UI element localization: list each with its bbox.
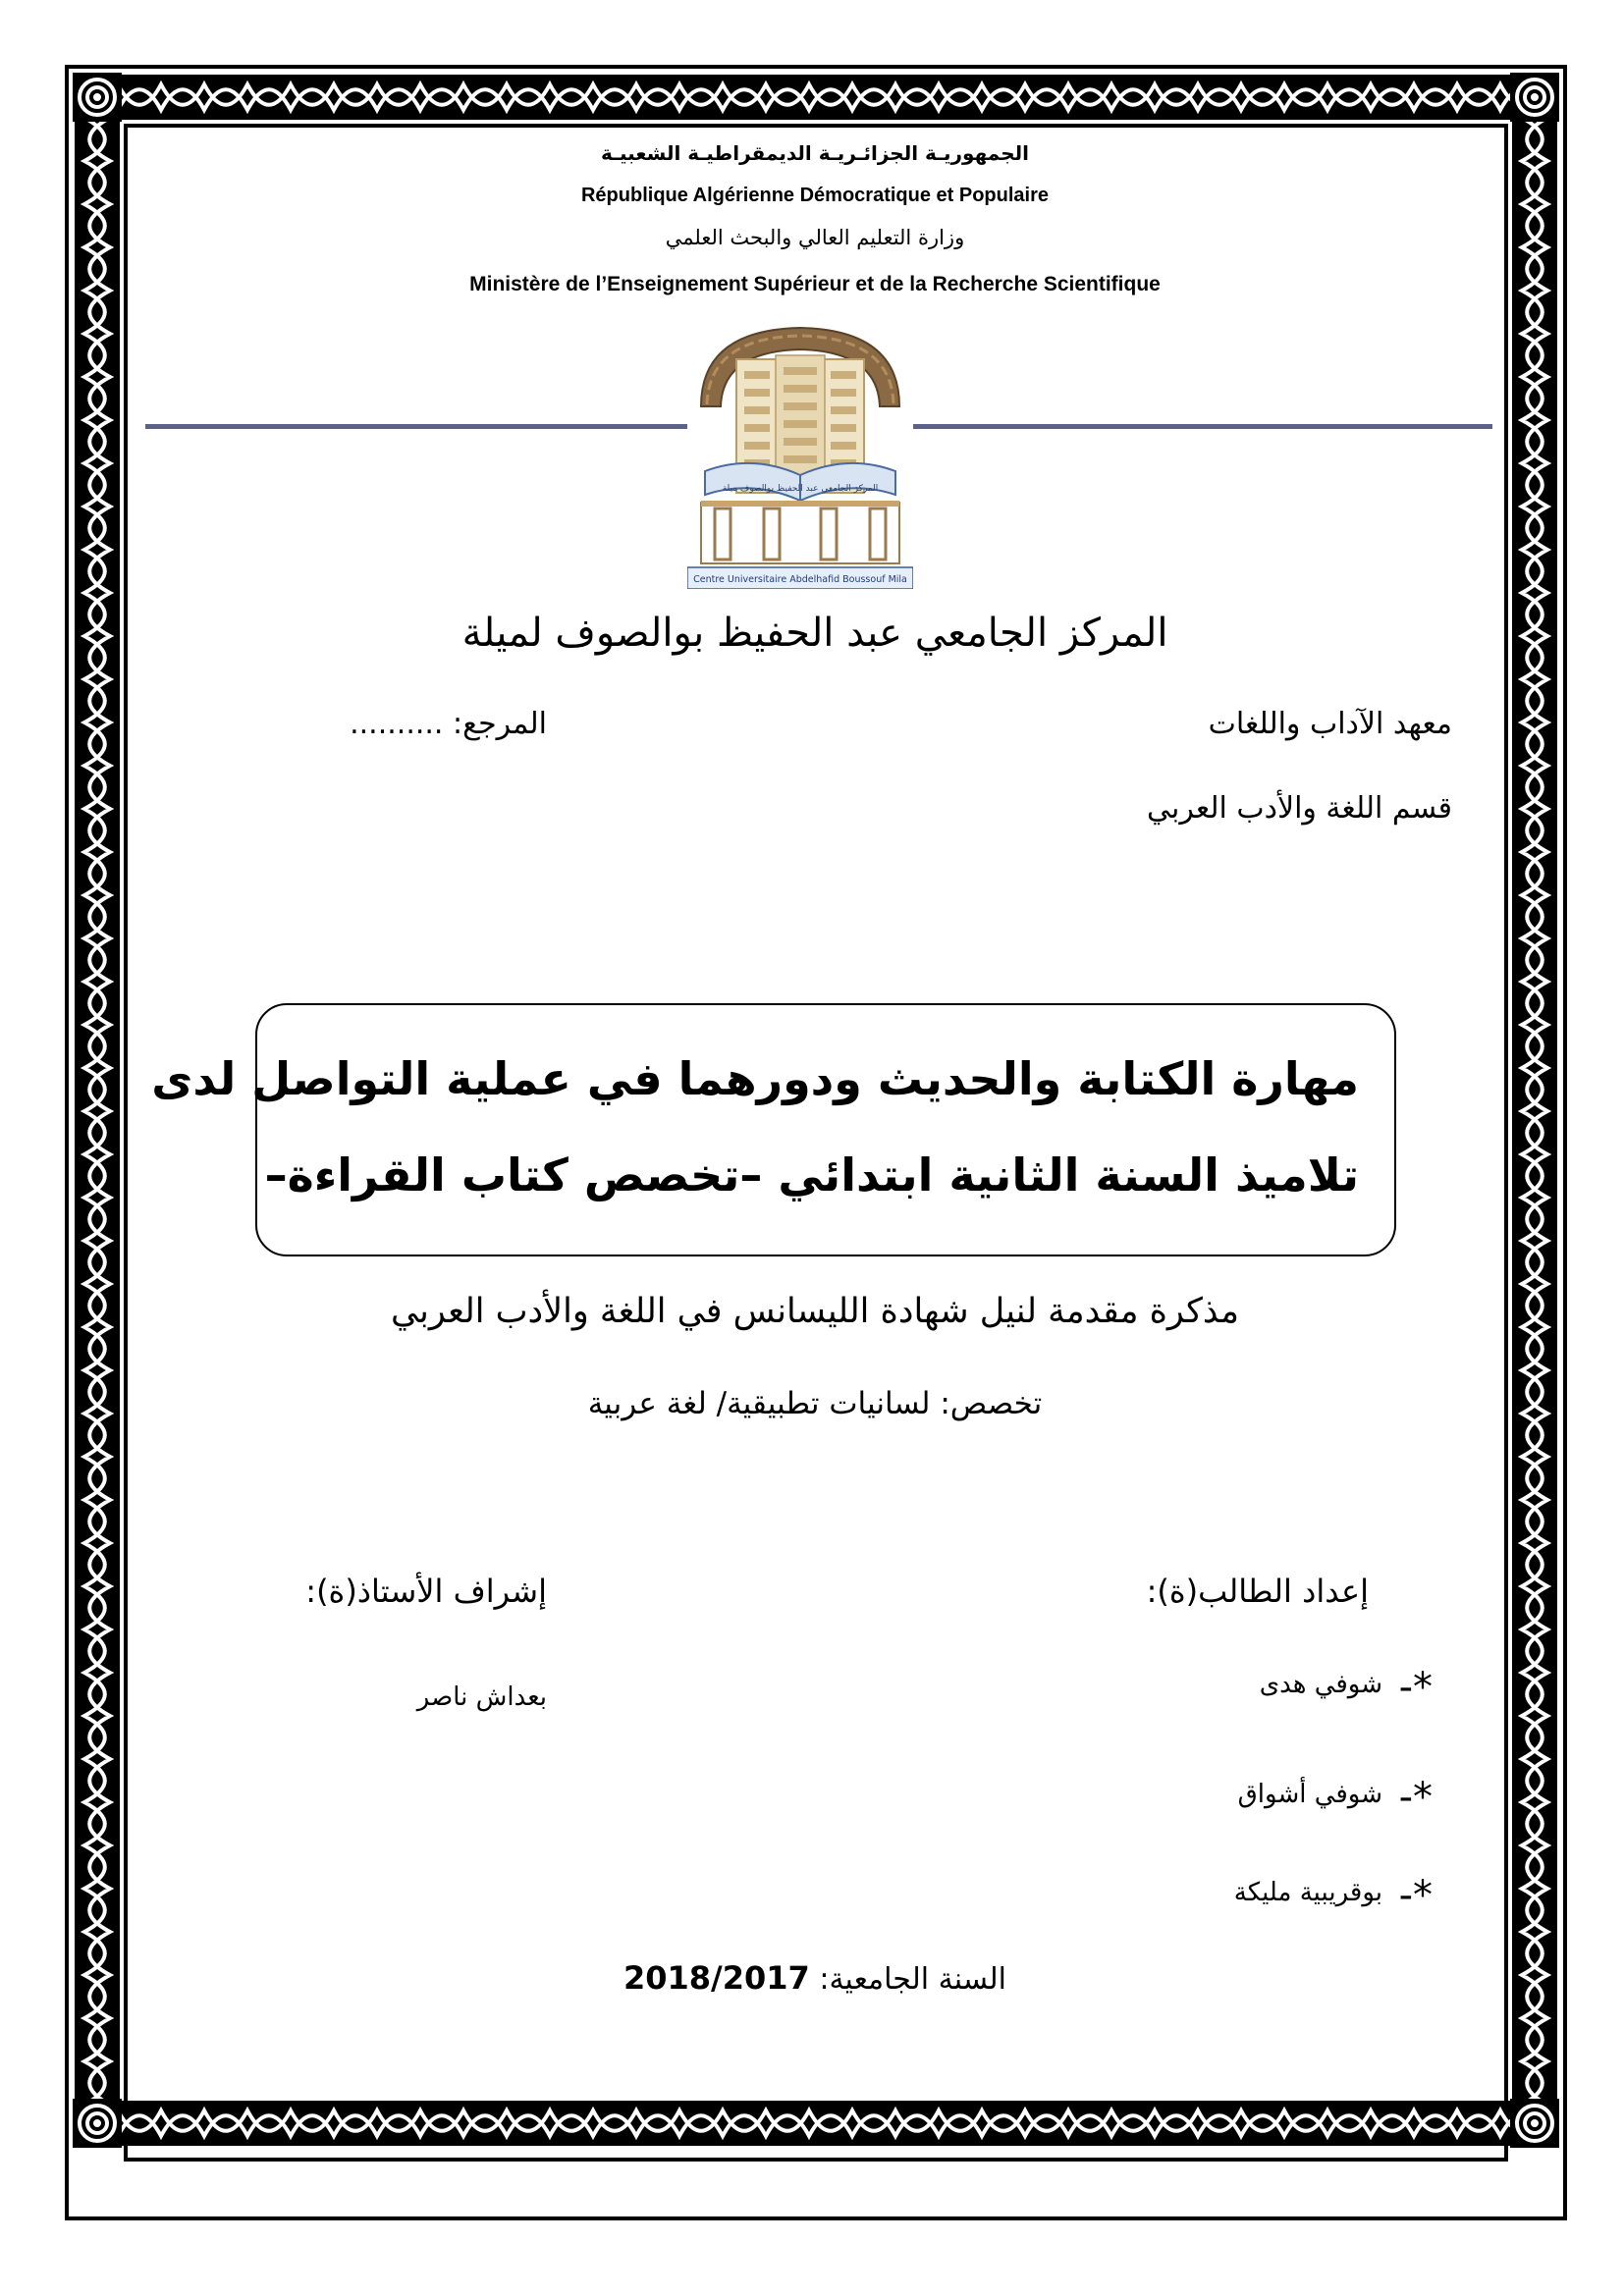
republic-name-french: République Algérienne Démocratique et Populaire	[580, 185, 1049, 206]
student-entry	[1260, 1665, 1433, 1710]
ministry-name-french: Ministère de l’Enseignement Supérieur et de la Recherche Scientifique	[469, 273, 1161, 295]
logo-caption: Centre Universitaire Abdelhafid Boussouf Mila	[693, 574, 907, 585]
supervisor-label: إشراف الأستاذ(ة):	[305, 1573, 547, 1610]
student-entry	[1238, 1775, 1433, 1820]
thesis-title-line-2: تلاميذ السنة الثانية ابتدائي –تخصص كتاب القراءة–	[264, 1148, 1359, 1201]
academic-year	[128, 1959, 1502, 1997]
student-name: بوقريبية مليكة	[1233, 1878, 1383, 1907]
border-corner-ornament	[1510, 73, 1559, 122]
bullet-marker: *-	[1398, 1665, 1433, 1710]
student-entry	[1234, 1873, 1433, 1918]
ministry-name-arabic: وزارة التعليم العالي والبحث العلمي	[665, 226, 965, 249]
border-corner-ornament	[73, 2099, 122, 2148]
student-name: شوفي أشواق	[1237, 1780, 1383, 1809]
specialty-line: تخصص: لسانيات تطبيقية/ لغة عربية	[587, 1386, 1043, 1421]
republic-name-arabic: الجمهوريـة الجزائـريـة الديمقراطيـة الشعبيـة	[601, 141, 1029, 165]
border-corner-ornament	[1510, 2099, 1559, 2148]
bullet-marker: *-	[1398, 1775, 1433, 1820]
prepared-by-label: إعداد الطالب(ة):	[1146, 1573, 1369, 1610]
student-name: شوفي هدى	[1259, 1670, 1383, 1699]
bullet-marker: *-	[1398, 1873, 1433, 1918]
border-band-right	[1512, 75, 1557, 2146]
institute-name: معهد الآداب واللغات	[1208, 707, 1452, 741]
academic-year-label: السنة الجامعية:	[809, 1962, 1007, 1997]
thesis-title-line-1: مهارة الكتابة والحديث ودورهما في عملية التواصل لدى	[151, 1052, 1359, 1105]
university-center-name: المركز الجامعي عبد الحفيظ بوالصوف لميلة	[461, 611, 1168, 656]
border-band-left	[75, 75, 120, 2146]
border-band-top	[75, 75, 1557, 120]
memo-description: مذكرة مقدمة لنيل شهادة الليسانس في اللغة والأدب العربي	[390, 1292, 1240, 1331]
university-logo	[687, 316, 913, 589]
svg-text:المركز الجامعي عبد الحفيظ بوال: المركز الجامعي عبد الحفيظ بوالصوف ميلة	[722, 484, 879, 494]
border-band-bottom	[75, 2101, 1557, 2146]
border-corner-ornament	[73, 73, 122, 122]
department-name: قسم اللغة والأدب العربي	[1146, 791, 1452, 826]
academic-year-value: 2018/2017	[623, 1959, 810, 1997]
supervisor-name: بعداش ناصر	[416, 1682, 547, 1712]
reference-number: المرجع: ..........	[350, 707, 547, 741]
thesis-title-box	[151, 1003, 1396, 1256]
